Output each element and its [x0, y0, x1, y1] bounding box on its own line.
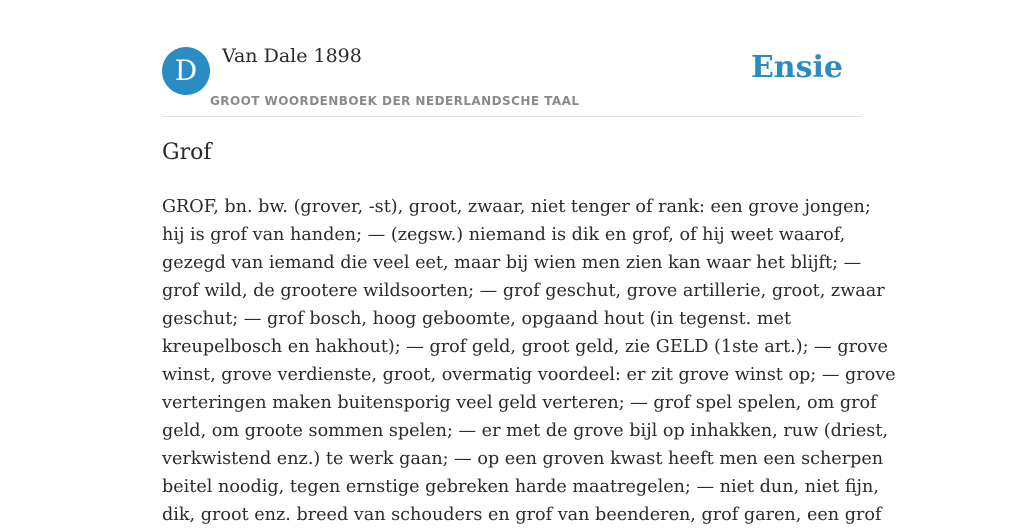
definition-line: grof wild, de grootere wildsoorten; — grof geschut, grove artillerie, groot, zwaar: [162, 281, 885, 301]
definition-line: verteringen maken buitensporig veel geld verteren; — grof spel spelen, om grof: [162, 393, 877, 413]
ensie-brand-link[interactable]: Ensie: [750, 50, 843, 85]
entry-headword: Grof: [162, 140, 212, 165]
dictionary-title[interactable]: Van Dale 1898: [222, 45, 362, 67]
definition-line: hij is grof van handen; — (zegsw.) niemand is dik en grof, of hij weet waarof,: [162, 225, 846, 245]
definition-line: winst, grove verdienste, groot, overmatig voordeel: er zit grove winst op; — grove: [162, 365, 896, 385]
entry-definition: [162, 193, 896, 529]
definition-line: geld, om groote sommen spelen; — er met de grove bijl op inhakken, ruw (driest,: [162, 421, 888, 441]
definition-line: geschut; — grof bosch, hoog geboomte, opgaand hout (in tegenst. met: [162, 309, 792, 329]
definition-line: gezegd van iemand die veel eet, maar bij wien men zien kan waar het blijft; —: [162, 253, 862, 273]
site-header: [162, 0, 862, 117]
dictionary-logo[interactable]: D: [162, 47, 210, 95]
definition-line: kreupelbosch en hakhout); — grof geld, groot geld, zie GELD (1ste art.); — grove: [162, 337, 888, 357]
definition-line: beitel noodig, tegen ernstige gebreken harde maatregelen; — niet dun, niet fijn,: [162, 477, 879, 497]
dictionary-subtitle: GROOT WOORDENBOEK DER NEDERLANDSCHE TAAL: [210, 94, 580, 108]
definition-line: dik, groot enz. breed van schouders en grof van beenderen, grof garen, een grof: [162, 505, 882, 525]
definition-line: verkwistend enz.) te werk gaan; — op een groven kwast heeft men een scherpen: [162, 449, 884, 469]
definition-line: GROF, bn. bw. (grover, -st), groot, zwaar, niet tenger of rank: een grove jongen;: [162, 197, 871, 217]
